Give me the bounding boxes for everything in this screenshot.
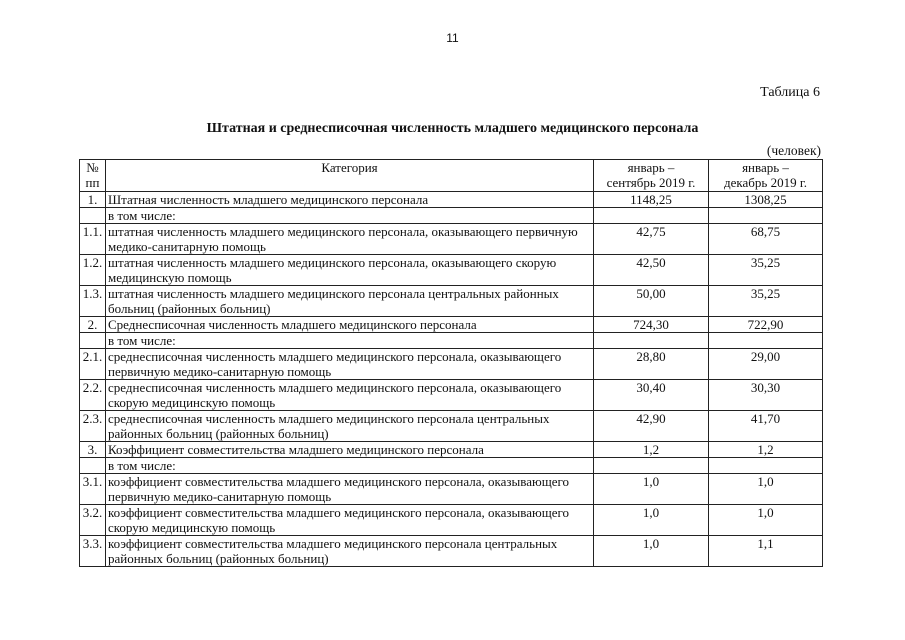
row-category: коэффициент совместительства младшего медицинского персонала центральных районных больниц (районных больниц): [106, 536, 594, 567]
header-period-1-line2: сентябрь 2019 г.: [606, 175, 696, 190]
row-number: 3.3.: [80, 536, 106, 567]
table-row: [80, 411, 823, 442]
table-row: [80, 349, 823, 380]
header-category: [106, 160, 594, 192]
header-number-line2: пп: [85, 175, 100, 190]
row-category: среднесписочная численность младшего медицинского персонала, оказывающего скорую медицинскую помощь: [106, 380, 594, 411]
row-number: 2.2.: [80, 380, 106, 411]
header-period-1-line1: январь –: [627, 160, 675, 175]
table-header-row: [80, 160, 823, 192]
row-number: 3.: [80, 442, 106, 458]
row-number: [80, 333, 106, 349]
row-category: коэффициент совместительства младшего медицинского персонала, оказывающего скорую медицинскую помощь: [106, 505, 594, 536]
row-number: 1.3.: [80, 286, 106, 317]
row-value-period-1: 1,0: [594, 505, 709, 536]
row-value-period-2: 29,00: [709, 349, 823, 380]
row-number: 2.3.: [80, 411, 106, 442]
table-row: [80, 208, 823, 224]
row-value-period-2: 1,0: [709, 474, 823, 505]
row-value-period-2: 68,75: [709, 224, 823, 255]
row-value-period-2: [709, 208, 823, 224]
row-number: 1.2.: [80, 255, 106, 286]
row-category: в том числе:: [106, 333, 594, 349]
row-value-period-1: 42,50: [594, 255, 709, 286]
row-value-period-1: [594, 458, 709, 474]
row-number: 2.1.: [80, 349, 106, 380]
row-value-period-1: [594, 333, 709, 349]
table-row: [80, 380, 823, 411]
row-value-period-2: 1,1: [709, 536, 823, 567]
row-category: коэффициент совместительства младшего медицинского персонала, оказывающего первичную медико-санитарную помощь: [106, 474, 594, 505]
row-value-period-2: 1,0: [709, 505, 823, 536]
row-number: [80, 208, 106, 224]
units-label: (человек): [766, 143, 821, 158]
row-value-period-1: 1148,25: [594, 192, 709, 208]
header-period-2-line2: декабрь 2019 г.: [724, 175, 807, 190]
row-value-period-2: 722,90: [709, 317, 823, 333]
row-category: Штатная численность младшего медицинского персонала: [106, 192, 594, 208]
row-value-period-2: 35,25: [709, 255, 823, 286]
row-value-period-1: 1,2: [594, 442, 709, 458]
table-row: [80, 317, 823, 333]
row-number: 3.2.: [80, 505, 106, 536]
table-row: [80, 458, 823, 474]
table-row: [80, 224, 823, 255]
row-value-period-2: 35,25: [709, 286, 823, 317]
table-row: [80, 505, 823, 536]
table-row: [80, 255, 823, 286]
row-value-period-2: [709, 458, 823, 474]
row-category: в том числе:: [106, 208, 594, 224]
row-category: штатная численность младшего медицинского персонала, оказывающего скорую медицинскую помощь: [106, 255, 594, 286]
header-number-line1: №: [86, 160, 99, 175]
row-value-period-1: 1,0: [594, 536, 709, 567]
header-period-2: [709, 160, 823, 192]
table-row: [80, 474, 823, 505]
row-number: 1.1.: [80, 224, 106, 255]
row-value-period-1: [594, 208, 709, 224]
row-value-period-2: [709, 333, 823, 349]
row-value-period-2: 41,70: [709, 411, 823, 442]
document-title: Штатная и среднесписочная численность младшего медицинского персонала: [206, 121, 699, 136]
row-category: Среднесписочная численность младшего медицинского персонала: [106, 317, 594, 333]
table-row: [80, 442, 823, 458]
row-category: штатная численность младшего медицинского персонала, оказывающего первичную медико-санитарную помощь: [106, 224, 594, 255]
table-row: [80, 192, 823, 208]
row-value-period-1: 42,90: [594, 411, 709, 442]
header-category-label: Категория: [321, 160, 378, 175]
page-number: 11: [446, 31, 459, 45]
row-value-period-2: 30,30: [709, 380, 823, 411]
row-category: в том числе:: [106, 458, 594, 474]
row-number: 2.: [80, 317, 106, 333]
row-value-period-1: 50,00: [594, 286, 709, 317]
row-category: штатная численность младшего медицинского персонала центральных районных больниц (районных больниц): [106, 286, 594, 317]
header-number: [80, 160, 106, 192]
row-value-period-1: 1,0: [594, 474, 709, 505]
row-number: 3.1.: [80, 474, 106, 505]
row-value-period-2: 1,2: [709, 442, 823, 458]
staffing-table: [79, 159, 823, 567]
header-period-1: [594, 160, 709, 192]
table-row: [80, 333, 823, 349]
row-value-period-1: 30,40: [594, 380, 709, 411]
header-period-2-line1: январь –: [742, 160, 789, 175]
row-number: [80, 458, 106, 474]
row-category: среднесписочная численность младшего медицинского персонала, оказывающего первичную медико-санитарную помощь: [106, 349, 594, 380]
table-row: [80, 286, 823, 317]
row-value-period-1: 28,80: [594, 349, 709, 380]
row-value-period-1: 42,75: [594, 224, 709, 255]
row-category: среднесписочная численность младшего медицинского персонала центральных районных больниц (районных больниц): [106, 411, 594, 442]
row-category: Коэффициент совместительства младшего медицинского персонала: [106, 442, 594, 458]
table-label: Таблица 6: [760, 85, 820, 100]
row-number: 1.: [80, 192, 106, 208]
row-value-period-2: 1308,25: [709, 192, 823, 208]
table-row: [80, 536, 823, 567]
row-value-period-1: 724,30: [594, 317, 709, 333]
